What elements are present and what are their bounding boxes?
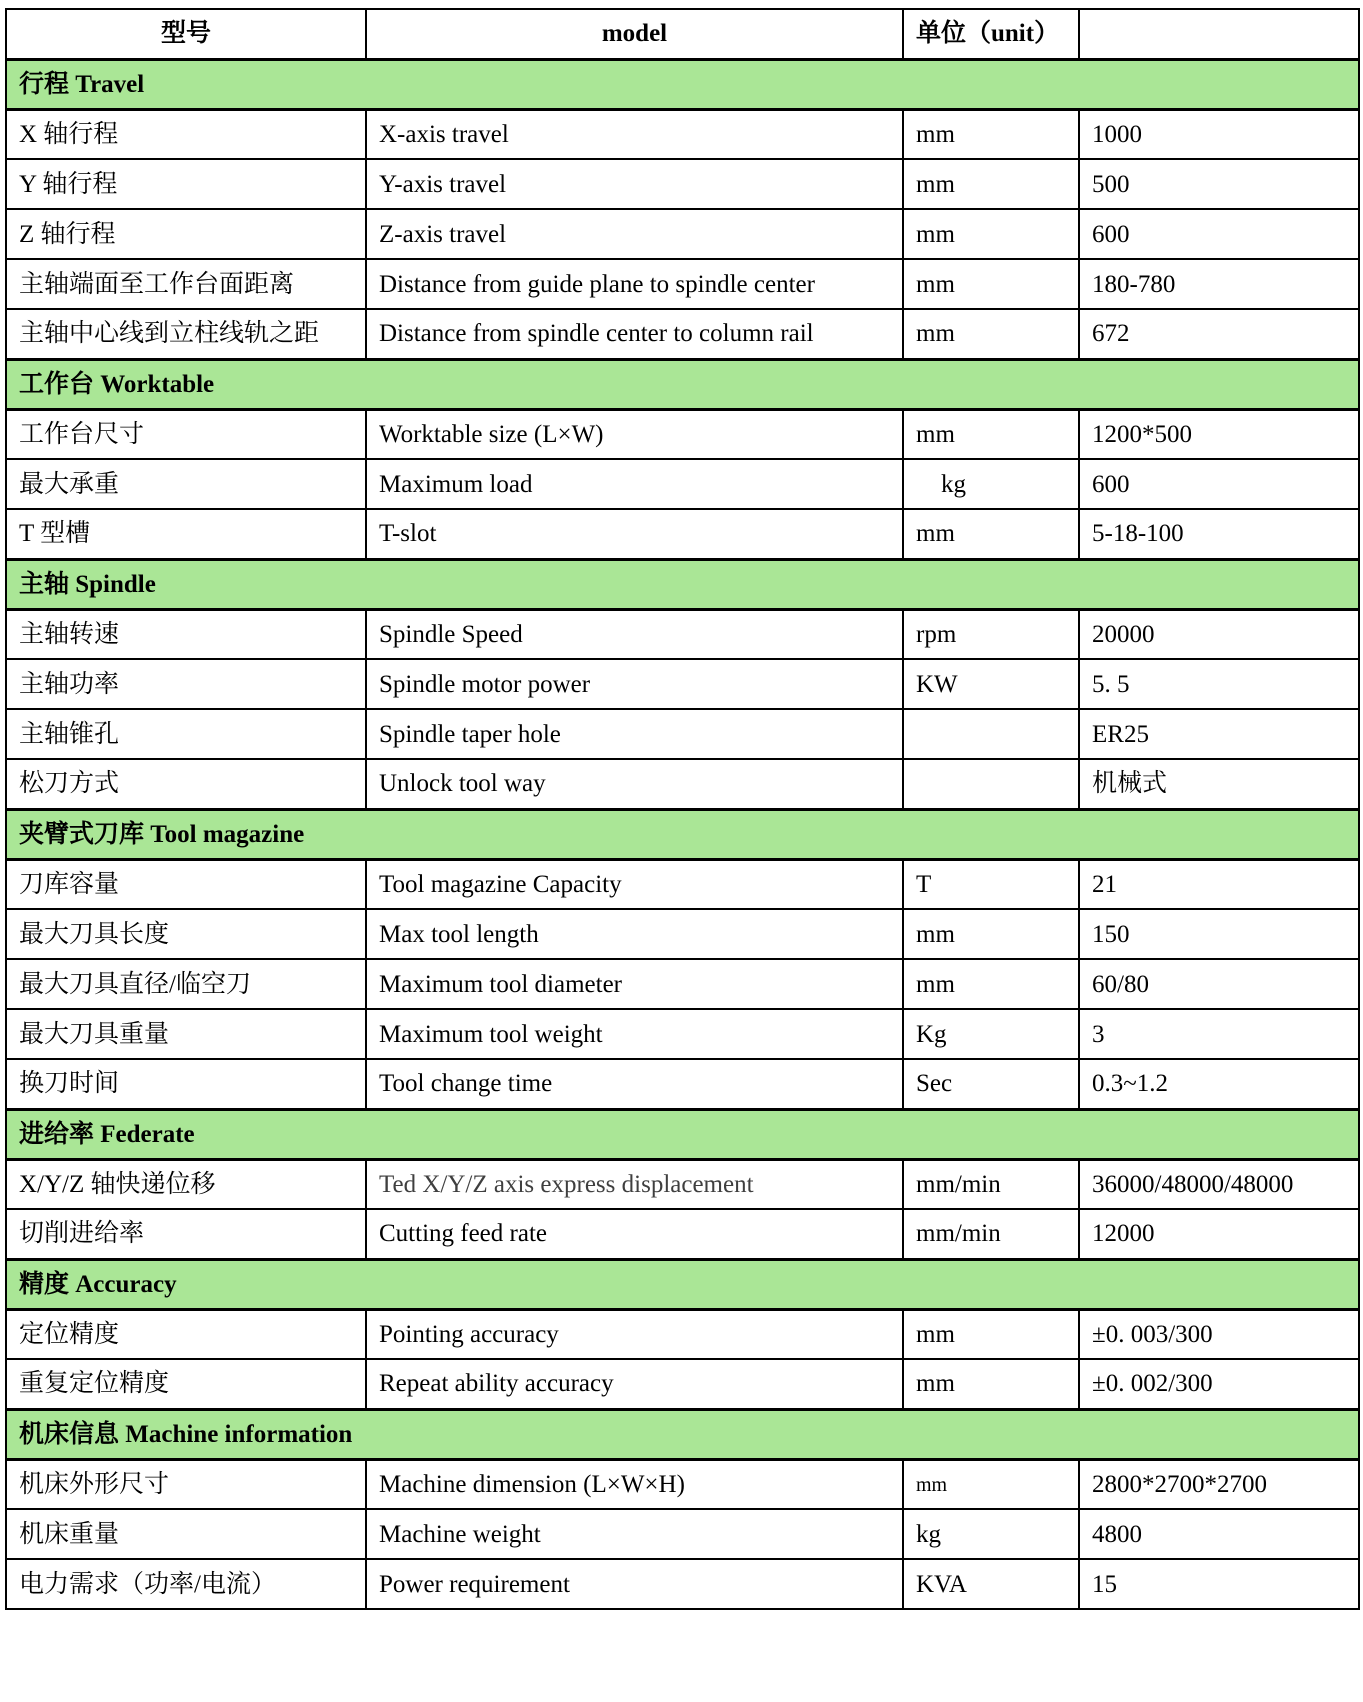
spec-value: 20000 — [1079, 609, 1359, 659]
spec-value: 5. 5 — [1079, 659, 1359, 709]
machine-spec-table — [5, 8, 1360, 1610]
header-unit: 单位（unit） — [903, 9, 1079, 59]
spec-name-cn: 切削进给率 — [6, 1209, 366, 1259]
spec-name-cn: 主轴转速 — [6, 609, 366, 659]
section-title: 主轴 Spindle — [6, 559, 1359, 609]
spec-row — [6, 159, 1359, 209]
spec-unit: mm — [903, 1309, 1079, 1359]
section-title: 精度 Accuracy — [6, 1259, 1359, 1309]
spec-name-en: Distance from guide plane to spindle center — [366, 259, 903, 309]
spec-name-cn: 刀库容量 — [6, 859, 366, 909]
spec-value: 0.3~1.2 — [1079, 1059, 1359, 1109]
spec-unit: Sec — [903, 1059, 1079, 1109]
spec-value: ER25 — [1079, 709, 1359, 759]
spec-name-cn: 松刀方式 — [6, 759, 366, 809]
spec-name-cn: Y 轴行程 — [6, 159, 366, 209]
spec-row — [6, 209, 1359, 259]
spec-unit: kg — [903, 459, 1079, 509]
spec-name-cn: 最大刀具长度 — [6, 909, 366, 959]
spec-unit: kg — [903, 1509, 1079, 1559]
spec-value: 2800*2700*2700 — [1079, 1459, 1359, 1509]
spec-name-en: Repeat ability accuracy — [366, 1359, 903, 1409]
spec-value: 3 — [1079, 1009, 1359, 1059]
spec-value: 机械式 — [1079, 759, 1359, 809]
spec-name-en: Ted X/Y/Z axis express displacement — [366, 1159, 903, 1209]
spec-name-en: T-slot — [366, 509, 903, 559]
spec-name-cn: X/Y/Z 轴快递位移 — [6, 1159, 366, 1209]
spec-unit: mm — [903, 109, 1079, 159]
spec-value: 1000 — [1079, 109, 1359, 159]
spec-value: ±0. 003/300 — [1079, 1309, 1359, 1359]
spec-name-en: Machine dimension (L×W×H) — [366, 1459, 903, 1509]
spec-row — [6, 1309, 1359, 1359]
spec-name-en: Y-axis travel — [366, 159, 903, 209]
spec-name-en: Spindle taper hole — [366, 709, 903, 759]
spec-value: 500 — [1079, 159, 1359, 209]
spec-value: 150 — [1079, 909, 1359, 959]
spec-row — [6, 1459, 1359, 1509]
spec-row — [6, 709, 1359, 759]
spec-name-cn: Z 轴行程 — [6, 209, 366, 259]
spec-name-cn: 主轴中心线到立柱线轨之距 — [6, 309, 366, 359]
spec-row — [6, 1559, 1359, 1609]
section-header-row — [6, 359, 1359, 409]
spec-name-cn: T 型槽 — [6, 509, 366, 559]
spec-value: 672 — [1079, 309, 1359, 359]
spec-row — [6, 1009, 1359, 1059]
spec-name-en: X-axis travel — [366, 109, 903, 159]
spec-name-en: Machine weight — [366, 1509, 903, 1559]
section-header-row — [6, 1259, 1359, 1309]
spec-unit: mm/min — [903, 1209, 1079, 1259]
spec-name-en: Maximum tool weight — [366, 1009, 903, 1059]
spec-name-en: Distance from spindle center to column rail — [366, 309, 903, 359]
spec-row — [6, 1509, 1359, 1559]
spec-name-en: Z-axis travel — [366, 209, 903, 259]
spec-name-cn: 主轴端面至工作台面距离 — [6, 259, 366, 309]
header-value — [1079, 9, 1359, 59]
section-header-row — [6, 59, 1359, 109]
spec-value: 5-18-100 — [1079, 509, 1359, 559]
spec-name-cn: X 轴行程 — [6, 109, 366, 159]
spec-row — [6, 959, 1359, 1009]
spec-name-cn: 机床重量 — [6, 1509, 366, 1559]
spec-value: 21 — [1079, 859, 1359, 909]
spec-unit: KVA — [903, 1559, 1079, 1609]
spec-name-cn: 最大刀具直径/临空刀 — [6, 959, 366, 1009]
spec-unit: rpm — [903, 609, 1079, 659]
spec-name-cn: 机床外形尺寸 — [6, 1459, 366, 1509]
spec-name-cn: 主轴锥孔 — [6, 709, 366, 759]
spec-unit: mm — [903, 959, 1079, 1009]
spec-name-cn: 重复定位精度 — [6, 1359, 366, 1409]
spec-row — [6, 659, 1359, 709]
spec-value: 15 — [1079, 1559, 1359, 1609]
spec-value: 60/80 — [1079, 959, 1359, 1009]
section-header-row — [6, 1409, 1359, 1459]
section-header-row — [6, 559, 1359, 609]
spec-unit: mm — [903, 209, 1079, 259]
spec-unit: mm — [903, 309, 1079, 359]
spec-row — [6, 1159, 1359, 1209]
spec-unit: mm — [903, 409, 1079, 459]
spec-name-en: Spindle Speed — [366, 609, 903, 659]
spec-row — [6, 1059, 1359, 1109]
spec-name-en: Pointing accuracy — [366, 1309, 903, 1359]
spec-row — [6, 509, 1359, 559]
spec-name-en: Spindle motor power — [366, 659, 903, 709]
spec-name-cn: 换刀时间 — [6, 1059, 366, 1109]
spec-row — [6, 409, 1359, 459]
spec-name-en: Tool change time — [366, 1059, 903, 1109]
spec-value: 36000/48000/48000 — [1079, 1159, 1359, 1209]
spec-unit: mm/min — [903, 1159, 1079, 1209]
header-model-cn: 型号 — [6, 9, 366, 59]
spec-unit: mm — [903, 909, 1079, 959]
spec-name-en: Unlock tool way — [366, 759, 903, 809]
spec-row — [6, 759, 1359, 809]
spec-row — [6, 859, 1359, 909]
spec-row — [6, 909, 1359, 959]
section-header-row — [6, 809, 1359, 859]
spec-row — [6, 459, 1359, 509]
spec-name-cn: 定位精度 — [6, 1309, 366, 1359]
spec-unit: mm — [903, 1459, 1079, 1509]
spec-value: ±0. 002/300 — [1079, 1359, 1359, 1409]
section-title: 进给率 Federate — [6, 1109, 1359, 1159]
spec-unit: mm — [903, 159, 1079, 209]
header-model-en: model — [366, 9, 903, 59]
spec-table-body — [6, 9, 1359, 1609]
spec-row — [6, 109, 1359, 159]
spec-row — [6, 1209, 1359, 1259]
spec-name-cn: 最大承重 — [6, 459, 366, 509]
spec-row — [6, 1359, 1359, 1409]
spec-name-en: Max tool length — [366, 909, 903, 959]
spec-row — [6, 259, 1359, 309]
spec-unit: mm — [903, 259, 1079, 309]
spec-row — [6, 309, 1359, 359]
section-title: 夹臂式刀库 Tool magazine — [6, 809, 1359, 859]
spec-name-en: Worktable size (L×W) — [366, 409, 903, 459]
spec-name-cn: 工作台尺寸 — [6, 409, 366, 459]
spec-name-en: Power requirement — [366, 1559, 903, 1609]
spec-value: 600 — [1079, 459, 1359, 509]
spec-unit: mm — [903, 1359, 1079, 1409]
spec-value: 1200*500 — [1079, 409, 1359, 459]
section-title: 机床信息 Machine information — [6, 1409, 1359, 1459]
spec-unit — [903, 709, 1079, 759]
spec-value: 12000 — [1079, 1209, 1359, 1259]
section-title: 工作台 Worktable — [6, 359, 1359, 409]
spec-unit: mm — [903, 509, 1079, 559]
spec-name-cn: 主轴功率 — [6, 659, 366, 709]
spec-row — [6, 609, 1359, 659]
spec-unit: KW — [903, 659, 1079, 709]
spec-value: 4800 — [1079, 1509, 1359, 1559]
spec-name-en: Cutting feed rate — [366, 1209, 903, 1259]
section-header-row — [6, 1109, 1359, 1159]
spec-name-en: Tool magazine Capacity — [366, 859, 903, 909]
spec-name-en: Maximum load — [366, 459, 903, 509]
spec-unit — [903, 759, 1079, 809]
spec-value: 180-780 — [1079, 259, 1359, 309]
spec-name-en: Maximum tool diameter — [366, 959, 903, 1009]
spec-unit: Kg — [903, 1009, 1079, 1059]
spec-name-cn: 最大刀具重量 — [6, 1009, 366, 1059]
spec-name-cn: 电力需求（功率/电流） — [6, 1559, 366, 1609]
spec-unit: T — [903, 859, 1079, 909]
section-title: 行程 Travel — [6, 59, 1359, 109]
table-header-row — [6, 9, 1359, 59]
spec-value: 600 — [1079, 209, 1359, 259]
